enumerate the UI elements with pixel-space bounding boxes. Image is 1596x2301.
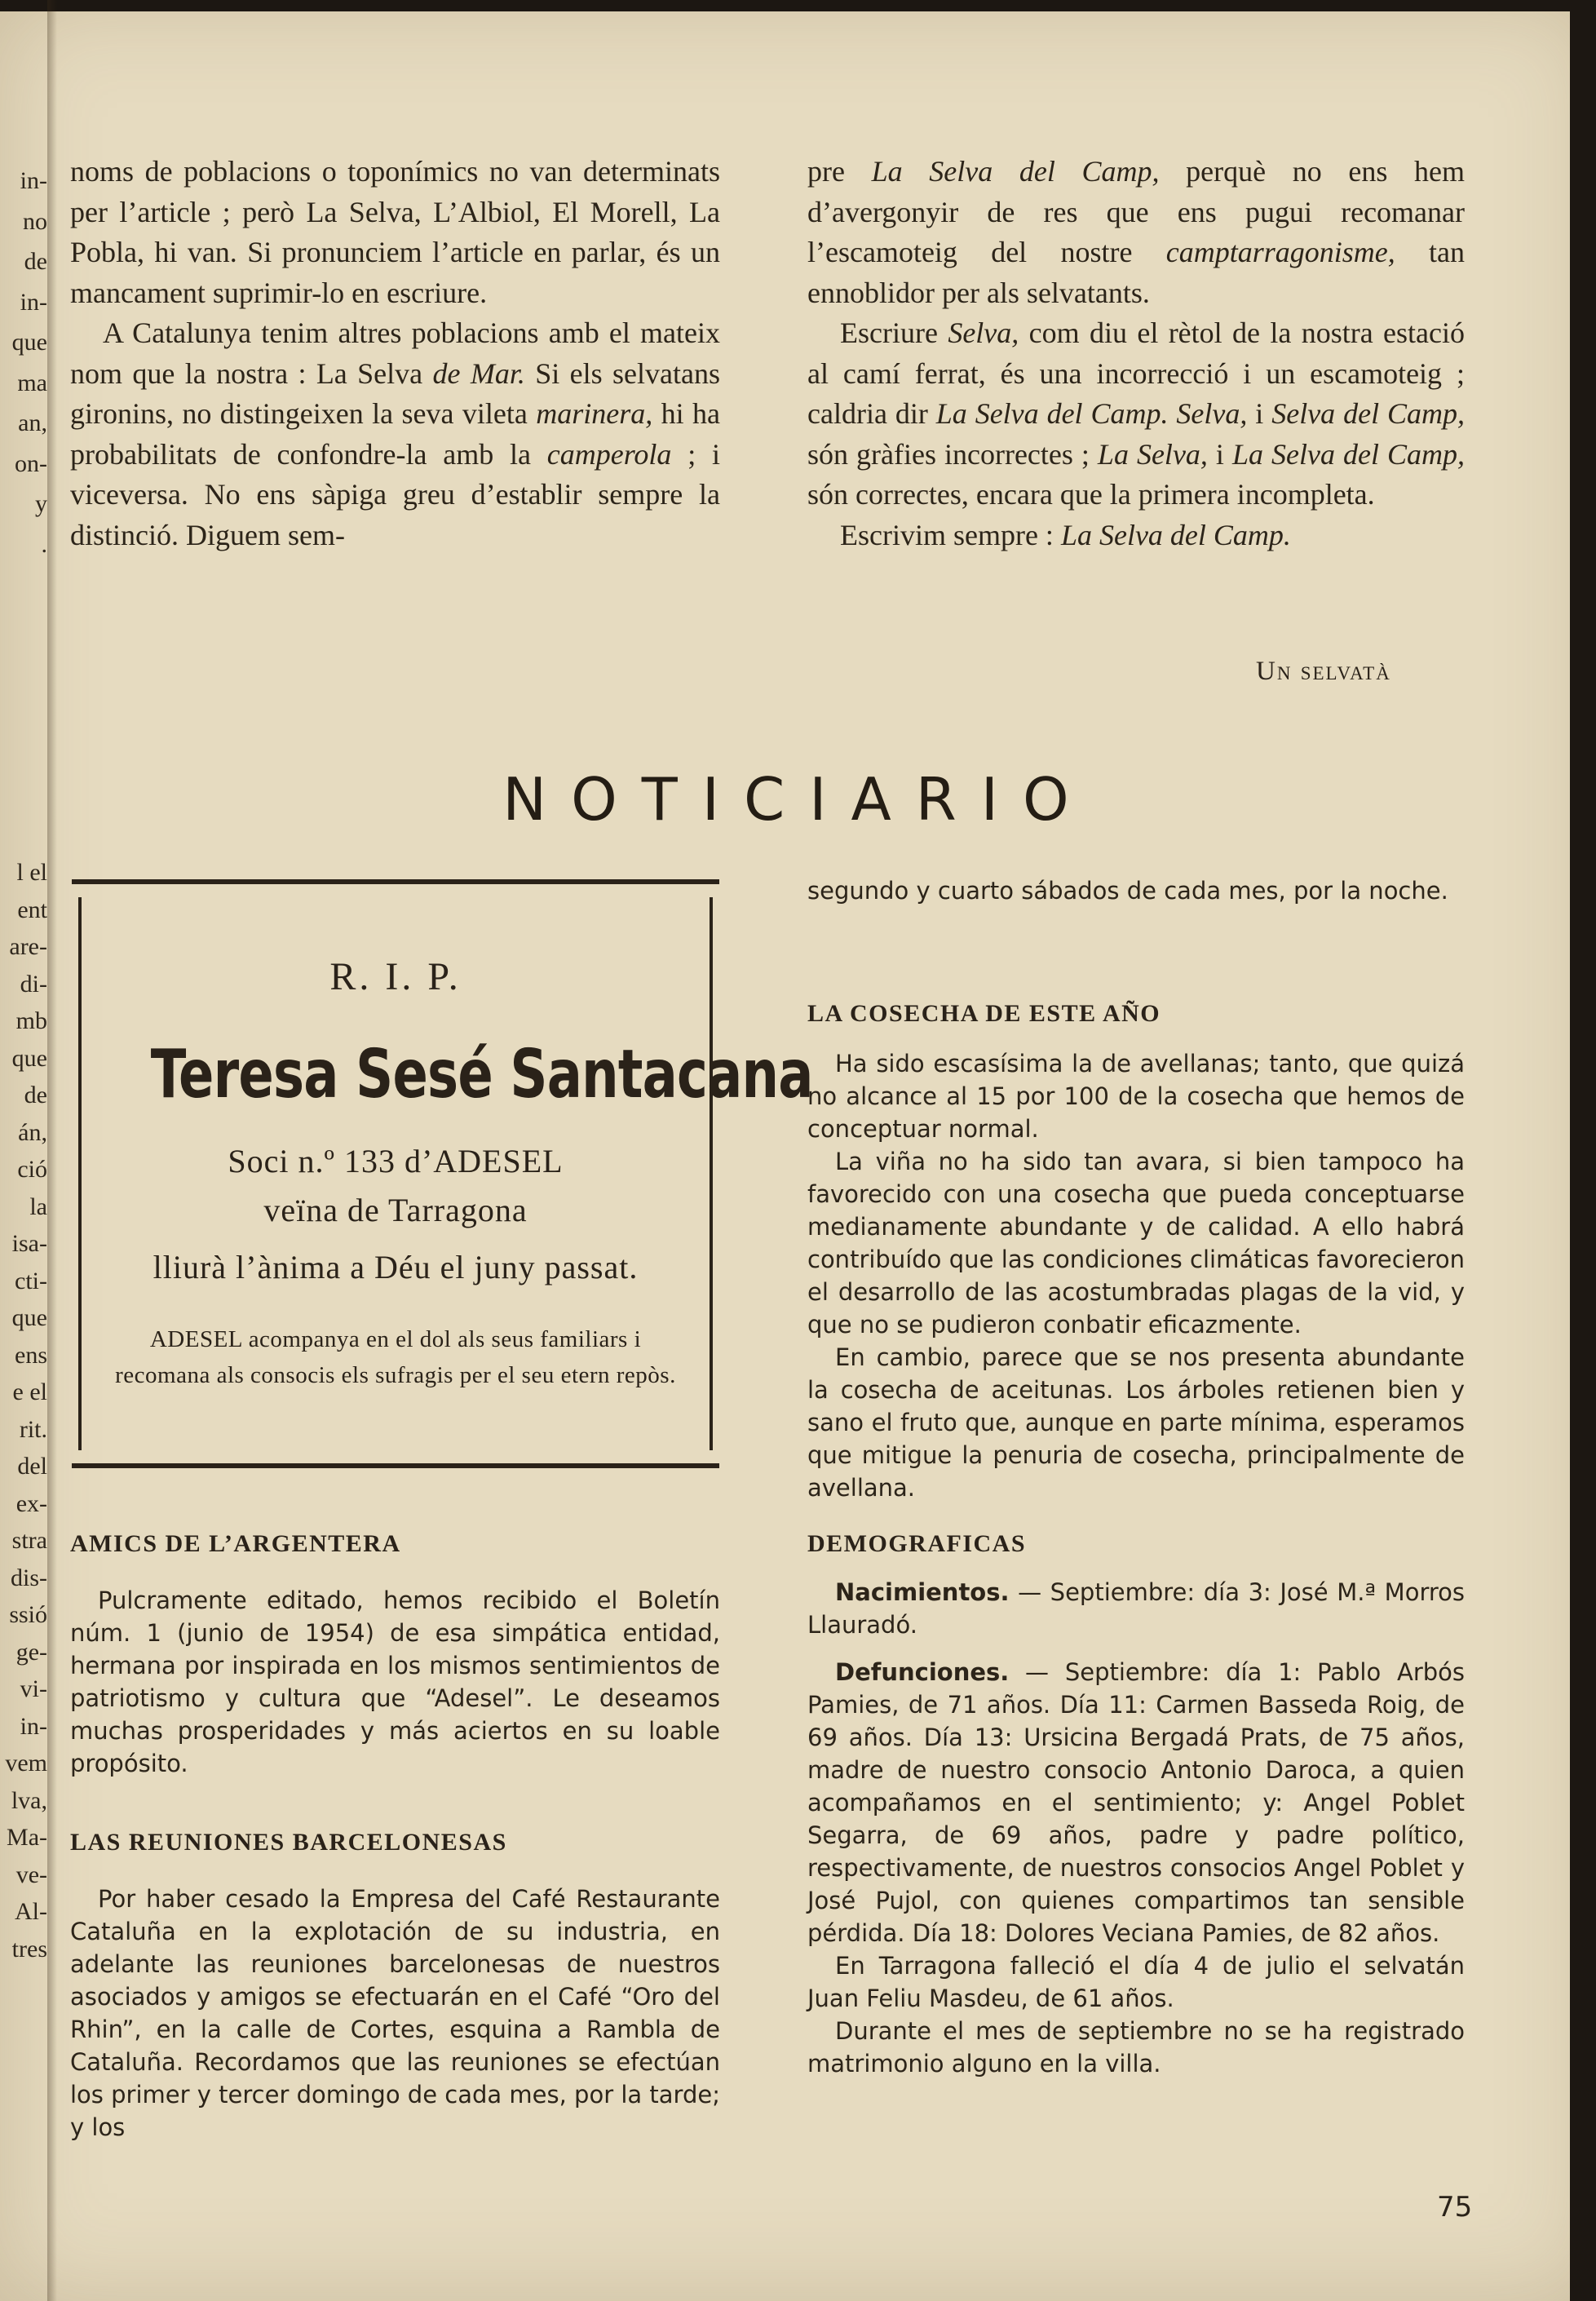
left-fragment-line: isa-: [11, 1230, 47, 1257]
left-fragment-line: ex-: [15, 1489, 47, 1517]
catalan-article-right: [807, 152, 1465, 555]
left-fragment-line: e el: [12, 1378, 47, 1405]
left-fragment-line: no: [23, 207, 47, 235]
catalan-left-paragraph-2: A Catalunya tenim altres poblacions amb el mateix nom que la nostra : La Selva de Mar. Si els selvatans gironins, no distingeixen la seva vileta marinera, hi ha probabilitats de confondre-la amb la camperola ; i viceversa. No ens sàpiga greu d’establir sempre la distinció. Diguem sem-: [70, 316, 720, 551]
heading-amics: AMICS DE L’ARGENTERA: [70, 1530, 401, 1557]
left-fragment-line: Ma-: [7, 1824, 47, 1851]
obituary-member-number: Soci n.º 133 d’ADESEL: [228, 1143, 564, 1179]
left-fragment-line: ssió: [9, 1601, 47, 1628]
left-fragment-line: Al-: [15, 1898, 47, 1925]
heading-demograficas: DEMOGRAFICAS: [807, 1530, 1027, 1557]
left-fragment-line: on-: [15, 449, 47, 477]
left-fragment-line: dis-: [11, 1564, 47, 1591]
cosecha-paragraph-3: En cambio, parece que se nos presenta abundante la cosecha de aceitunas. Los árboles retienen bien y sano el fruto que, aunque en parte mínima, esperamos que mitigue la penuria de cosecha, principalmente de avellana.: [807, 1343, 1465, 1502]
left-fragment-line: ent: [17, 896, 47, 923]
obituary-residence: veïna de Tarragona: [263, 1192, 528, 1228]
obituary-name: Teresa Sesé Santacana: [150, 1036, 813, 1113]
nacimientos: Nacimientos. — Septiembre: día 3: José M.ª Morros Llauradó.: [807, 1578, 1465, 1639]
left-fragment-line: de: [24, 248, 47, 275]
heading-reuniones: LAS REUNIONES BARCELONESAS: [70, 1829, 507, 1856]
article-signature: Un selvatà: [1256, 657, 1391, 686]
left-fragment-line: are-: [9, 933, 47, 960]
left-fragment-line: rit.: [19, 1415, 47, 1443]
left-fragment-line: la: [29, 1193, 47, 1220]
heading-cosecha: LA COSECHA DE ESTE AÑO: [807, 1000, 1161, 1027]
left-fragment-line: án,: [18, 1118, 47, 1146]
left-fragment-line: ens: [15, 1341, 47, 1369]
obituary-frame: [78, 897, 813, 1450]
left-fragment-line: in-: [20, 288, 47, 316]
article-reuniones: [70, 1883, 720, 2144]
left-fragment-line: cti-: [15, 1267, 47, 1294]
left-fragment-line: tres: [11, 1935, 47, 1962]
left-fragment-line: an,: [18, 409, 47, 436]
obituary-box: [72, 879, 813, 1468]
article-demograficas: [807, 1576, 1465, 2080]
left-fragment-line: mb: [15, 1007, 47, 1034]
catalan-right-paragraph-3: Escrivim sempre : La Selva del Camp.: [840, 518, 1291, 551]
left-fragment-line: stra: [11, 1527, 47, 1554]
catalan-left-paragraph-1: noms de poblacions o toponímics no van determinats per l’article ; però La Selva, L’Albiol, El Morell, La Pobla, hi van. Si pronunciem l’article en parlar, és un mancament suprimir-lo en escriure.: [70, 155, 720, 309]
article-amics: [70, 1584, 720, 1780]
reuniones-continued: [807, 874, 1465, 907]
left-fragment-line: que: [11, 1044, 47, 1072]
left-fragment-line: que: [11, 1304, 47, 1331]
left-fragment-line: l el: [16, 859, 47, 886]
left-fragment-line: ge-: [15, 1638, 47, 1666]
left-fragment-line: del: [17, 1453, 47, 1480]
left-fragment-line: di-: [20, 970, 47, 998]
page-fold: [47, 0, 57, 2301]
amics-text: Pulcramente editado, hemos recibido el Boletín núm. 1 (junio de 1954) de esa simpática entidad, hermana por inspirada en los mismos sentimientos de patriotismo y cultura que “Adesel”. Le deseamos muchas prosperidades y más aciertos en su loable propósito.: [70, 1586, 720, 1777]
left-fragment-line: vi-: [20, 1675, 47, 1702]
article-cosecha: [807, 1047, 1465, 1504]
left-fragment-line: ció: [17, 1156, 47, 1183]
left-fragment-line: .: [41, 530, 47, 558]
left-fragment-line: que: [11, 329, 47, 356]
right-edge: [1570, 0, 1596, 2301]
catalan-right-paragraph-2: Escriure Selva, com diu el rètol de la nostra estació al camí ferrat, és una incorrecció i un escamoteig ; caldria dir La Selva del Camp. Selva, i Selva del Camp, són gràfies incorrectes ; La Selva, i La Selva del Camp, són correctes, encara que la primera incompleta.: [807, 316, 1466, 511]
reuniones-continued-text: segundo y cuarto sábados de cada mes, por la noche.: [807, 877, 1448, 905]
demograficas-paragraph-4: Durante el mes de septiembre no se ha registrado matrimonio alguno en la villa.: [807, 2017, 1465, 2078]
demograficas-paragraph-3: En Tarragona falleció el día 4 de julio el selvatán Juan Feliu Masdeu, de 61 años.: [807, 1952, 1465, 2012]
left-fragment-line: y: [35, 490, 47, 517]
obituary-label: R. I. P.: [329, 955, 462, 998]
left-fragment-line: de: [24, 1082, 47, 1108]
obituary-date: lliurà l’ànima a Déu el juny passat.: [153, 1249, 639, 1285]
section-title: NOTICIARIO: [502, 765, 1094, 834]
left-fragment-line: in-: [20, 1712, 47, 1740]
left-fragment-line: ma: [17, 369, 47, 396]
left-fragment-line: in-: [20, 167, 47, 194]
defunciones: Defunciones. — Septiembre: día 1: Pablo Arbós Pamies, de 71 años. Día 11: Carmen Basseda Roig, de 69 años. Día 13: Ursicina Bergadá Prats, de 75 años, madre de nuestro consocio Antonio Daroca, a quien acompañamos en el sentimiento; y: Angel Poblet Segarra, de 69 años, padre y padre político, respectivamente, de nuestros consocios Angel Poblet y José Pujol, con quienes compartimos tan sensible pérdida. Día 18: Dolores Veciana Pamies, de 82 años.: [807, 1658, 1465, 1947]
catalan-right-paragraph-1: pre La Selva del Camp, perquè no ens hem d’avergonyir de res que ens pugui recomanar l’escamoteig del nostre camptarragonisme, tan ennoblidor per als selvatants.: [807, 155, 1465, 309]
left-fragment-line: vem: [5, 1750, 47, 1777]
page-number: 75: [1437, 2191, 1473, 2224]
cosecha-paragraph-2: La viña no ha sido tan avara, si bien tampoco ha favorecido con una cosecha que pueda conceptuarse medianamente abundante y de calidad. A ello habrá contribuído que las condiciones climáticas favorecieron el desarrollo de las acostumbradas plagas de la vid, y que no se pudieron conbatir eficazmente.: [807, 1148, 1465, 1339]
left-fragment-line: ve-: [15, 1861, 47, 1888]
cosecha-paragraph-1: Ha sido escasísima la de avellanas; tanto, que quizá no alcance al 15 por 100 de la cosecha que hemos de conceptuar normal.: [807, 1050, 1465, 1143]
reuniones-text: Por haber cesado la Empresa del Café Restaurante Cataluña en la explotación de su industria, en adelante las reuniones barcelonesas de nuestros asociados y amigos se efectuarán en el Café “Oro del Rhin”, en la calle de Cortes, esquina a Rambla de Cataluña. Recordamos que las reuniones se efectúan los primer y tercer domingo de cada mes, por la tarde; y los: [70, 1885, 720, 2141]
obituary-message: ADESEL acompanya en el dol als seus familiars i recomana als consocis els sufragis per el seu etern repòs.: [115, 1326, 676, 1388]
top-edge: [0, 0, 1596, 11]
left-fragment-line: lva,: [11, 1786, 47, 1814]
catalan-article-left: [70, 152, 720, 555]
